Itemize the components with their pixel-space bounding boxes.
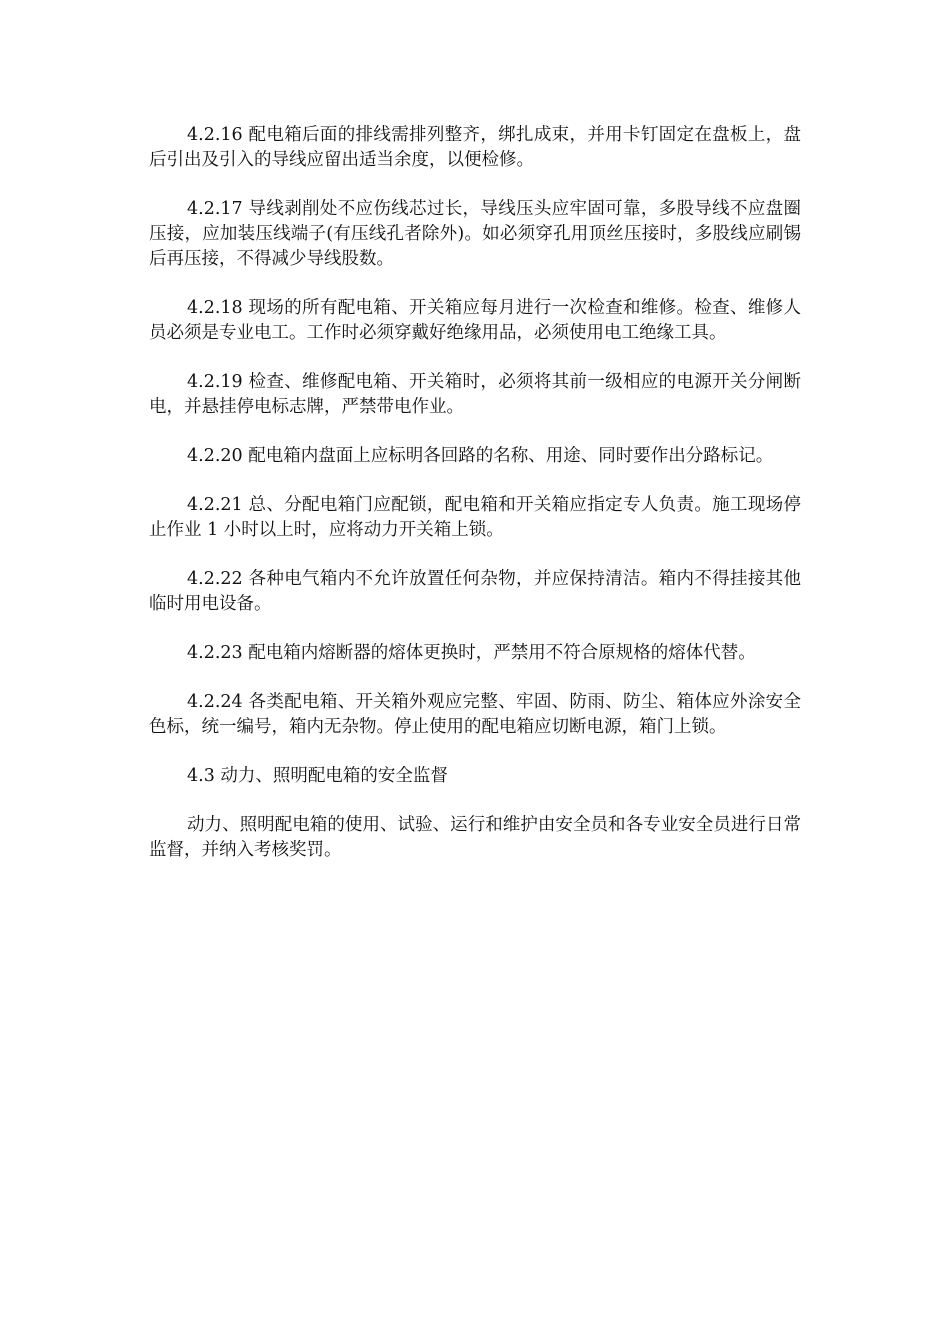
paragraph-4-2-16: 4.2.16 配电箱后面的排线需排列整齐，绑扎成束，并用卡钉固定在盘板上，盘后引出及引入的导线应留出适当余度，以便检修。 [149,125,801,170]
paragraph-4-2-17: 4.2.17 导线剥削处不应伤线芯过长，导线压头应牢固可靠，多股导线不应盘圈压接，应加装压线端子(有压线孔者除外)。如必须穿孔用顶丝压接时，多股线应刷锡后再压接，不得减少导线股数。 [149,199,801,269]
paragraph-4-2-22: 4.2.22 各种电气箱内不允许放置任何杂物，并应保持清洁。箱内不得挂接其他临时用电设备。 [149,569,801,614]
paragraph-4-2-21: 4.2.21 总、分配电箱门应配锁，配电箱和开关箱应指定专人负责。施工现场停止作业 1 小时以上时，应将动力开关箱上锁。 [149,495,801,540]
section-heading-4-3: 4.3 动力、照明配电箱的安全监督 [187,766,448,786]
paragraph-4-2-24: 4.2.24 各类配电箱、开关箱外观应完整、牢固、防雨、防尘、箱体应外涂安全色标，统一编号，箱内无杂物。停止使用的配电箱应切断电源，箱门上锁。 [149,692,801,737]
paragraph-4-3-body: 动力、照明配电箱的使用、试验、运行和维护由安全员和各专业安全员进行日常监督，并纳入考核奖罚。 [149,815,801,860]
document-body [149,123,801,887]
paragraph-4-2-23: 4.2.23 配电箱内熔断器的熔体更换时，严禁用不符合原规格的熔体代替。 [187,643,756,663]
paragraph-4-2-19: 4.2.19 检查、维修配电箱、开关箱时，必须将其前一级相应的电源开关分闸断电，并悬挂停电标志牌，严禁带电作业。 [149,372,801,417]
paragraph-4-2-20: 4.2.20 配电箱内盘面上应标明各回路的名称、用途、同时要作出分路标记。 [187,446,774,466]
paragraph-4-2-18: 4.2.18 现场的所有配电箱、开关箱应每月进行一次检查和维修。检查、维修人员必须是专业电工。工作时必须穿戴好绝缘用品，必须使用电工绝缘工具。 [149,298,801,343]
